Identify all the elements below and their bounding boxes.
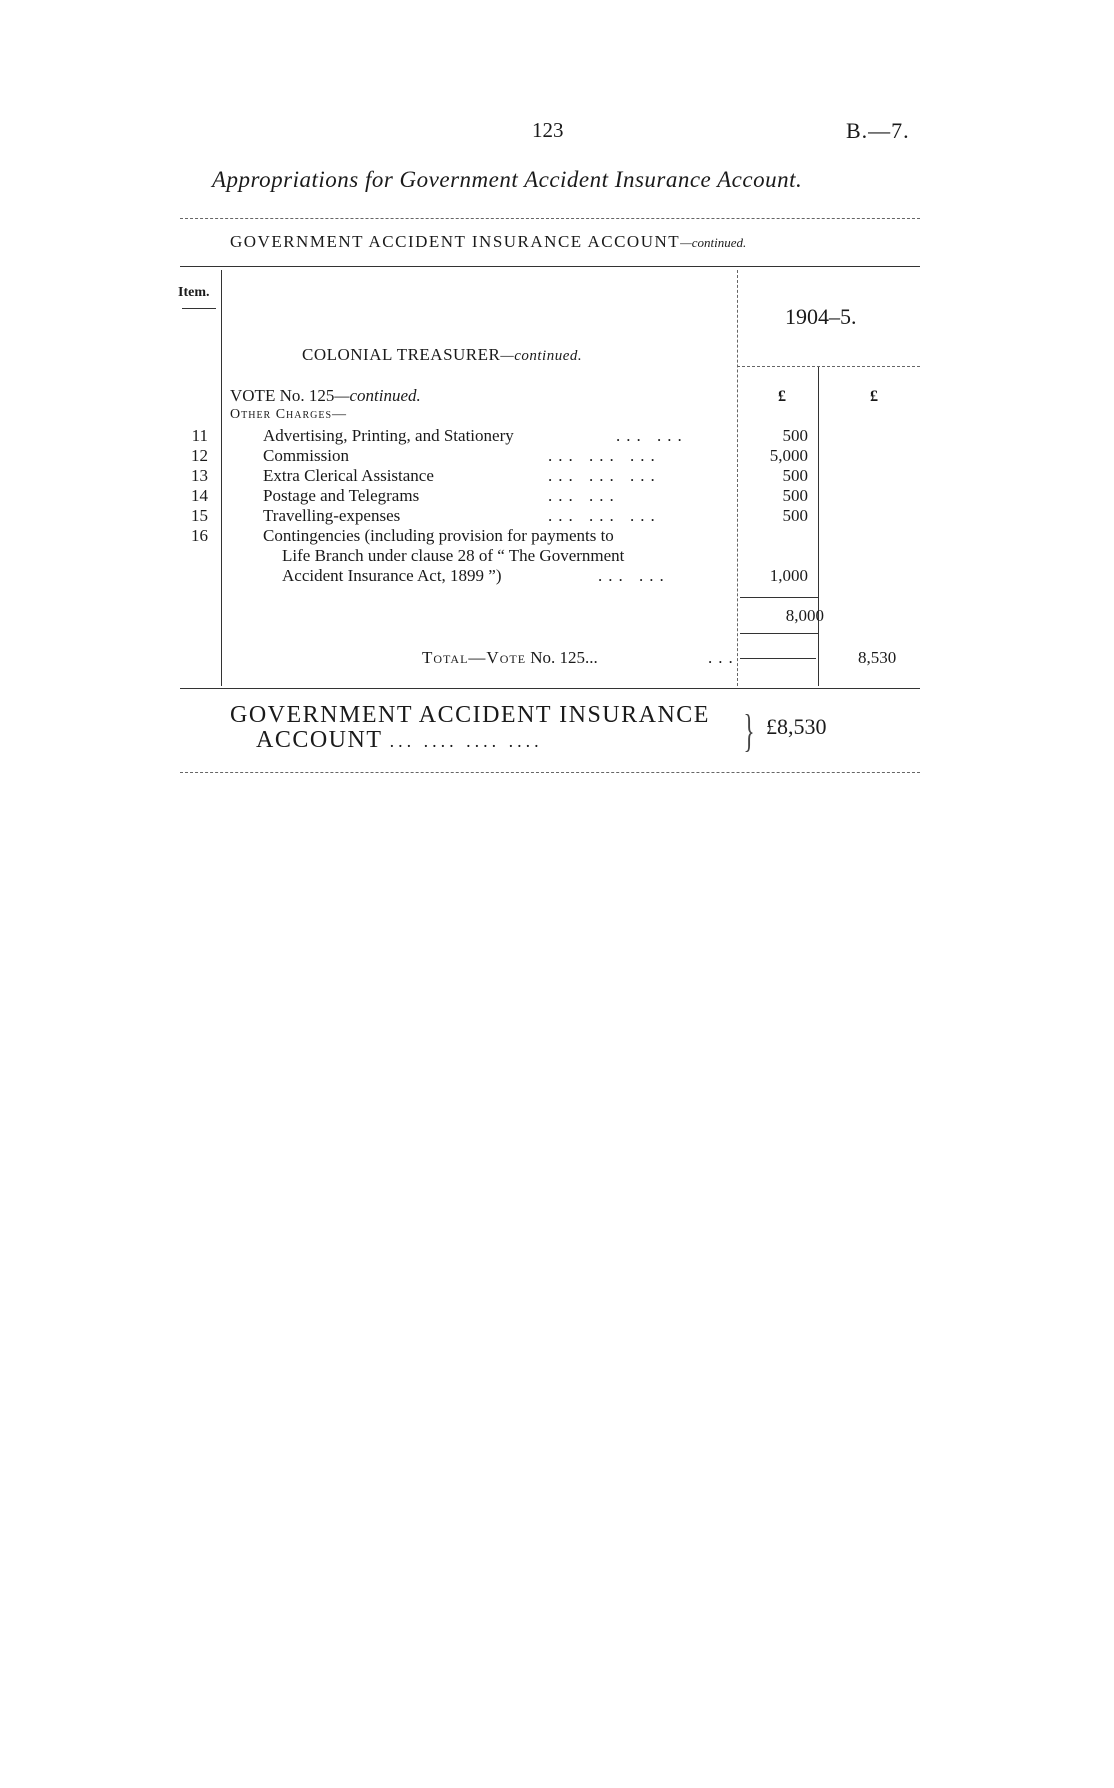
item-amount: 500 bbox=[782, 486, 808, 505]
page-title: Appropriations for Government Accident Insurance Account. bbox=[212, 167, 803, 192]
item-number: 13 bbox=[191, 466, 208, 485]
item-description-line: Life Branch under clause 28 of “ The Government bbox=[282, 546, 625, 565]
currency-header-items: £ bbox=[778, 388, 786, 405]
vote-number: VOTE No. 125 bbox=[230, 386, 335, 405]
item-column-rule bbox=[221, 270, 222, 686]
subtotal-bottom-rule bbox=[740, 633, 818, 634]
item-description-line: Contingencies (including provision for payments to bbox=[263, 526, 614, 545]
department-suffix: —continued. bbox=[500, 348, 583, 364]
department-heading bbox=[302, 345, 582, 365]
total-vote-label bbox=[422, 648, 598, 668]
item-amount: 5,000 bbox=[769, 446, 808, 465]
item-number: 14 bbox=[191, 486, 208, 505]
item-description: Postage and Telegrams bbox=[263, 486, 420, 505]
item-number: 11 bbox=[191, 426, 208, 445]
brace-glyph: } bbox=[743, 705, 755, 756]
item-amount: 500 bbox=[782, 506, 808, 525]
item-amount: 500 bbox=[782, 426, 808, 445]
department-name: COLONIAL TREASURER bbox=[302, 345, 501, 364]
subtotal-amount: 8,000 bbox=[785, 606, 824, 625]
item-description-line: Accident Insurance Act, 1899 ”) bbox=[282, 566, 502, 585]
vote-suffix: —continued. bbox=[334, 386, 421, 405]
leader-dots: ... ... ... bbox=[548, 506, 661, 525]
year-header-rule bbox=[737, 366, 920, 367]
item-column-header: Item. bbox=[178, 285, 210, 300]
item-amount: 500 bbox=[782, 466, 808, 485]
summary-amount: £8,530 bbox=[766, 714, 827, 739]
year-column-header: 1904–5. bbox=[785, 304, 857, 329]
vote-heading bbox=[230, 386, 421, 406]
leader-dots: ... ... bbox=[598, 566, 670, 585]
item-description: Commission bbox=[263, 446, 349, 465]
total-label-text: Total—Vote bbox=[422, 648, 527, 667]
item-number: 12 bbox=[191, 446, 208, 465]
summary-title-line2 bbox=[256, 727, 543, 754]
item-description: Travelling-expenses bbox=[263, 506, 401, 525]
item-header-underline bbox=[182, 308, 216, 309]
item-description: Advertising, Printing, and Stationery bbox=[263, 426, 514, 445]
leader-dots: ... ... bbox=[548, 486, 620, 505]
amount-column-rule bbox=[818, 366, 819, 686]
subtotal-rule bbox=[740, 597, 818, 598]
item-description: Extra Clerical Assistance bbox=[263, 466, 434, 485]
document-reference: B.—7. bbox=[846, 118, 910, 143]
table-bottom-rule bbox=[180, 688, 920, 689]
page-number: 123 bbox=[532, 118, 564, 142]
item-number: 16 bbox=[191, 526, 208, 545]
summary-title-line1: GOVERNMENT ACCIDENT INSURANCE bbox=[230, 702, 710, 728]
section-heading-text: GOVERNMENT ACCIDENT INSURANCE ACCOUNT bbox=[230, 232, 681, 251]
top-rule bbox=[180, 218, 920, 219]
total-label-vote: No. 125... bbox=[530, 648, 598, 667]
table-top-rule bbox=[180, 266, 920, 267]
leader-dots: ... ... ... bbox=[548, 466, 661, 485]
section-heading bbox=[230, 232, 746, 252]
leader-dots: ... ... bbox=[616, 426, 688, 445]
leader-dots: ... bbox=[708, 648, 739, 667]
item-amount: 1,000 bbox=[769, 566, 808, 585]
leader-dots: ... .... .... .... bbox=[389, 731, 543, 751]
currency-header-total: £ bbox=[870, 388, 878, 405]
leader-dots: ... ... ... bbox=[548, 446, 661, 465]
section-heading-suffix: —continued. bbox=[680, 235, 747, 250]
other-charges-heading: Other Charges— bbox=[230, 407, 348, 422]
item-number: 15 bbox=[191, 506, 208, 525]
summary-account-label: ACCOUNT bbox=[256, 727, 383, 753]
total-dash-rule bbox=[740, 658, 816, 659]
total-vote-amount: 8,530 bbox=[858, 648, 897, 667]
summary-bottom-rule bbox=[180, 772, 920, 773]
